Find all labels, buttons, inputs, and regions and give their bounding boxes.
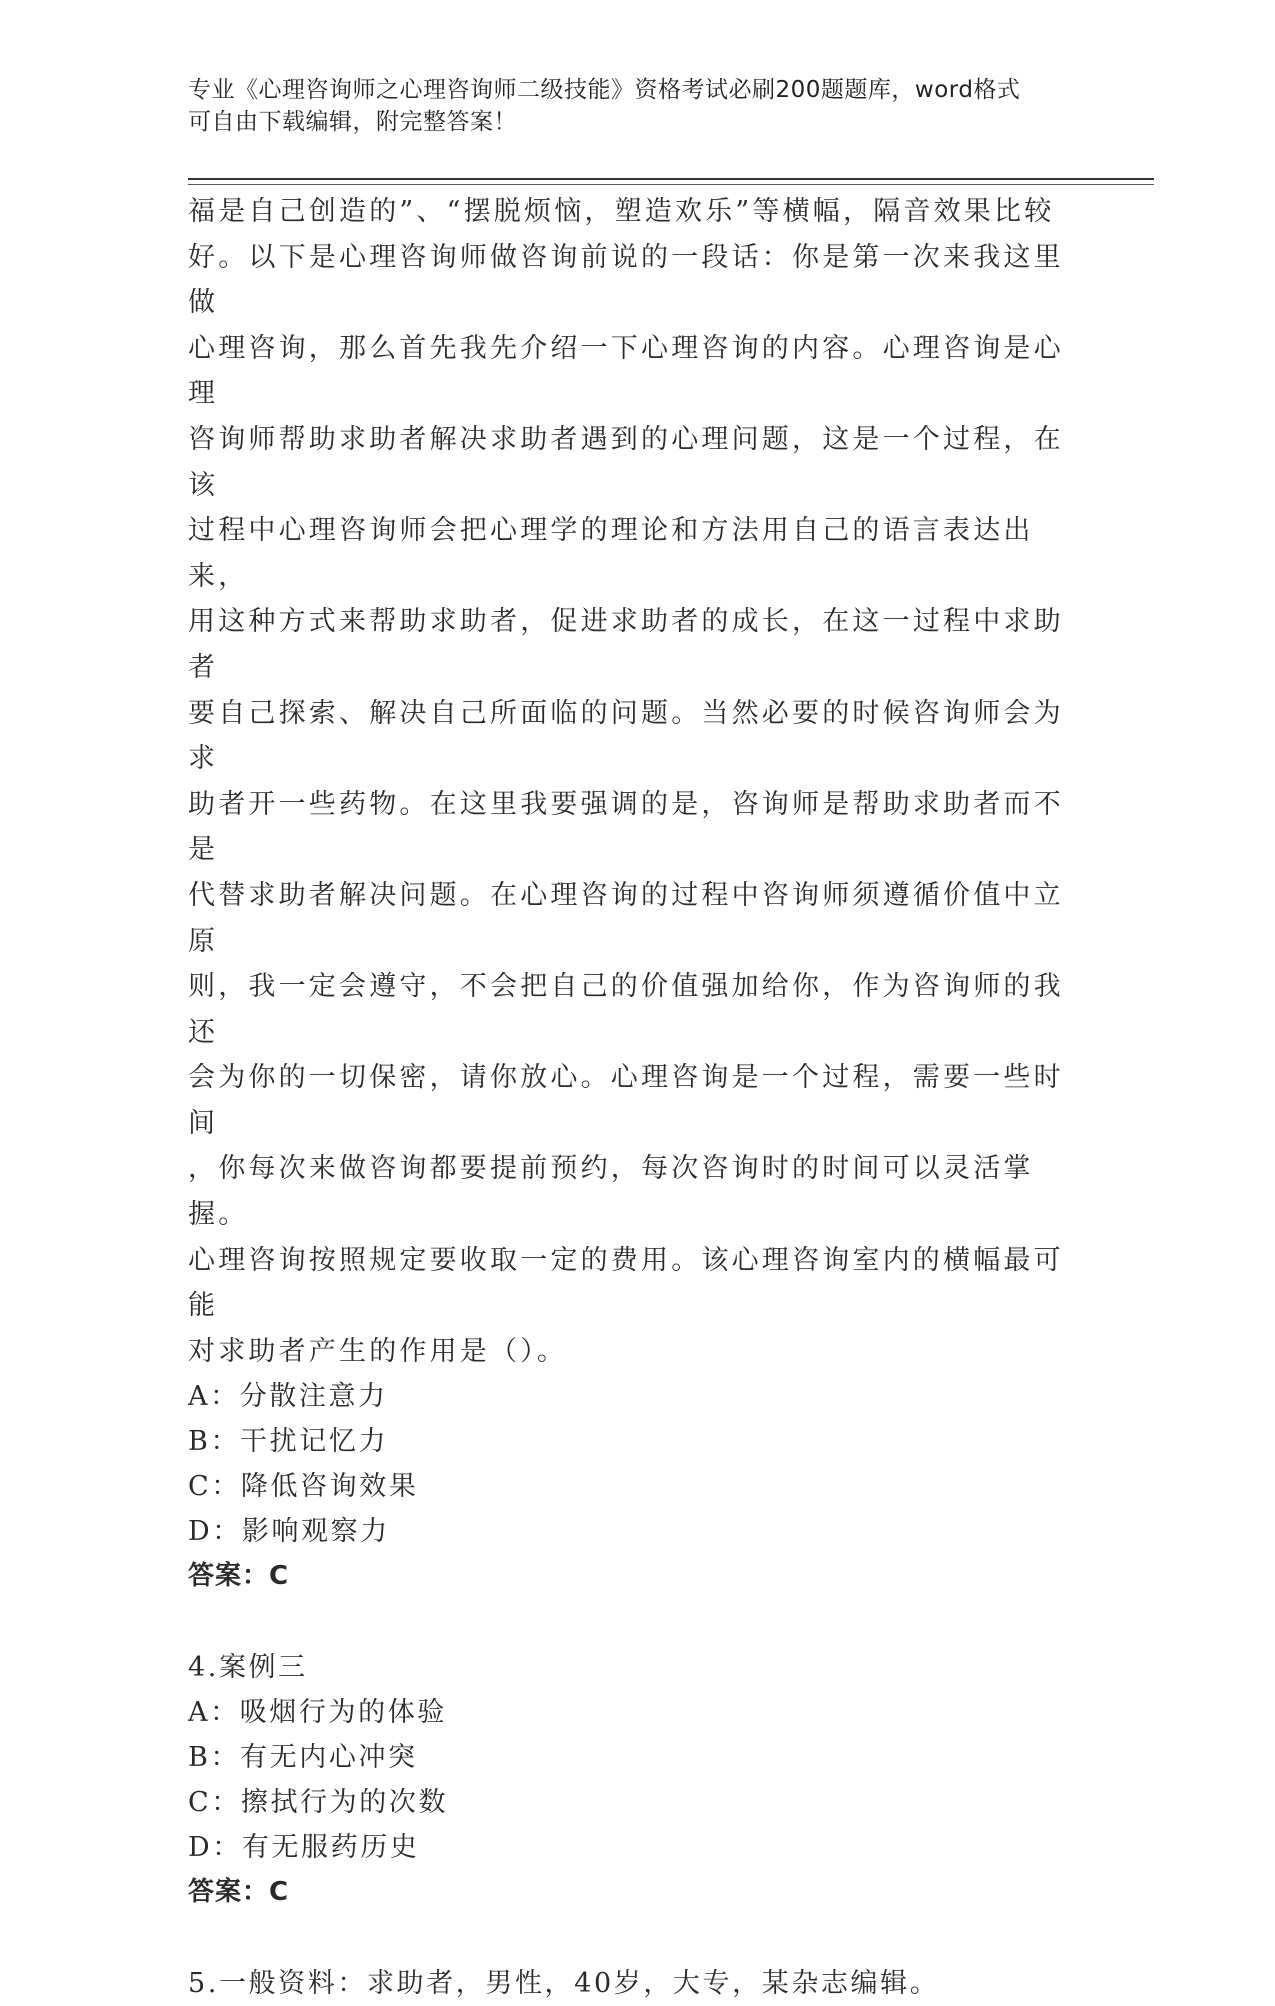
question-3-option-b: B：干扰记忆力: [188, 1426, 389, 1458]
question-3-option-d: D：影响观察力: [188, 1516, 390, 1548]
question-3-option-a: A：分散注意力: [188, 1381, 388, 1413]
question-4-option-a: A：吸烟行为的体验: [188, 1697, 447, 1729]
question-4-title: 4.案例三: [188, 1652, 308, 1684]
question-4-answer: 答案：C: [188, 1877, 290, 1908]
question-4-option-d: D：有无服药历史: [188, 1832, 420, 1864]
header-title-line-2: 可自由下载编辑，附完整答案！: [188, 109, 517, 135]
document-body: [188, 189, 1088, 2006]
header-divider: [188, 178, 1154, 180]
header-title-line-1: 专业《心理咨询师之心理咨询师二级技能》资格考试必刷200题题库，word格式: [188, 77, 1021, 103]
question-3-answer: 答案：C: [188, 1561, 290, 1592]
question-3-option-c: C：降低咨询效果: [188, 1471, 419, 1503]
question-3-text: 福是自己创造的”、“摆脱烦恼，塑造欢乐”等横幅，隔音效果比较 好。以下是心理咨询师做咨询前说的一段话：你是第一次来我这里做 心理咨询，那么首先我先介绍一下心理咨询的内容。心理咨询是心理 咨询师帮助求助者解决求助者遇到的心理问题，这是一个过程，在该 过程中心理咨询师会把心理学的理论和方法用自己的语言表达出来， 用这种方式来帮助求助者，促进求助者的成长，在这一过程中求助者 要自己探索、解决自己所面临的问题。当然必要的时候咨询师会为求 助者开一些药物。在这里我要强调的是，咨询师是帮助求助者而不是 代替求助者解决问题。在心理咨询的过程中咨询师须遵循价值中立原 则，我一定会遵守，不会把自己的价值强加给你，作为咨询师的我还 会为你的一切保密，请你放心。心理咨询是一个过程，需要一些时间 ，你每次来做咨询都要提前预约，每次咨询时的时间可以灵活掌握。 心理咨询按照规定要收取一定的费用。该心理咨询室内的横幅最可能 对求助者产生的作用是（）。: [188, 196, 1064, 1367]
page-header: [188, 74, 1088, 138]
spacer: [188, 1599, 1088, 1645]
question-5-text: 5.一般资料：求助者，男性，40岁，大专，某杂志编辑。: [188, 1968, 940, 2000]
question-4-option-c: C：擦拭行为的次数: [188, 1787, 449, 1819]
question-4-option-b: B：有无内心冲突: [188, 1742, 418, 1774]
header-divider-secondary: [188, 184, 1154, 185]
spacer: [188, 1915, 1088, 1961]
